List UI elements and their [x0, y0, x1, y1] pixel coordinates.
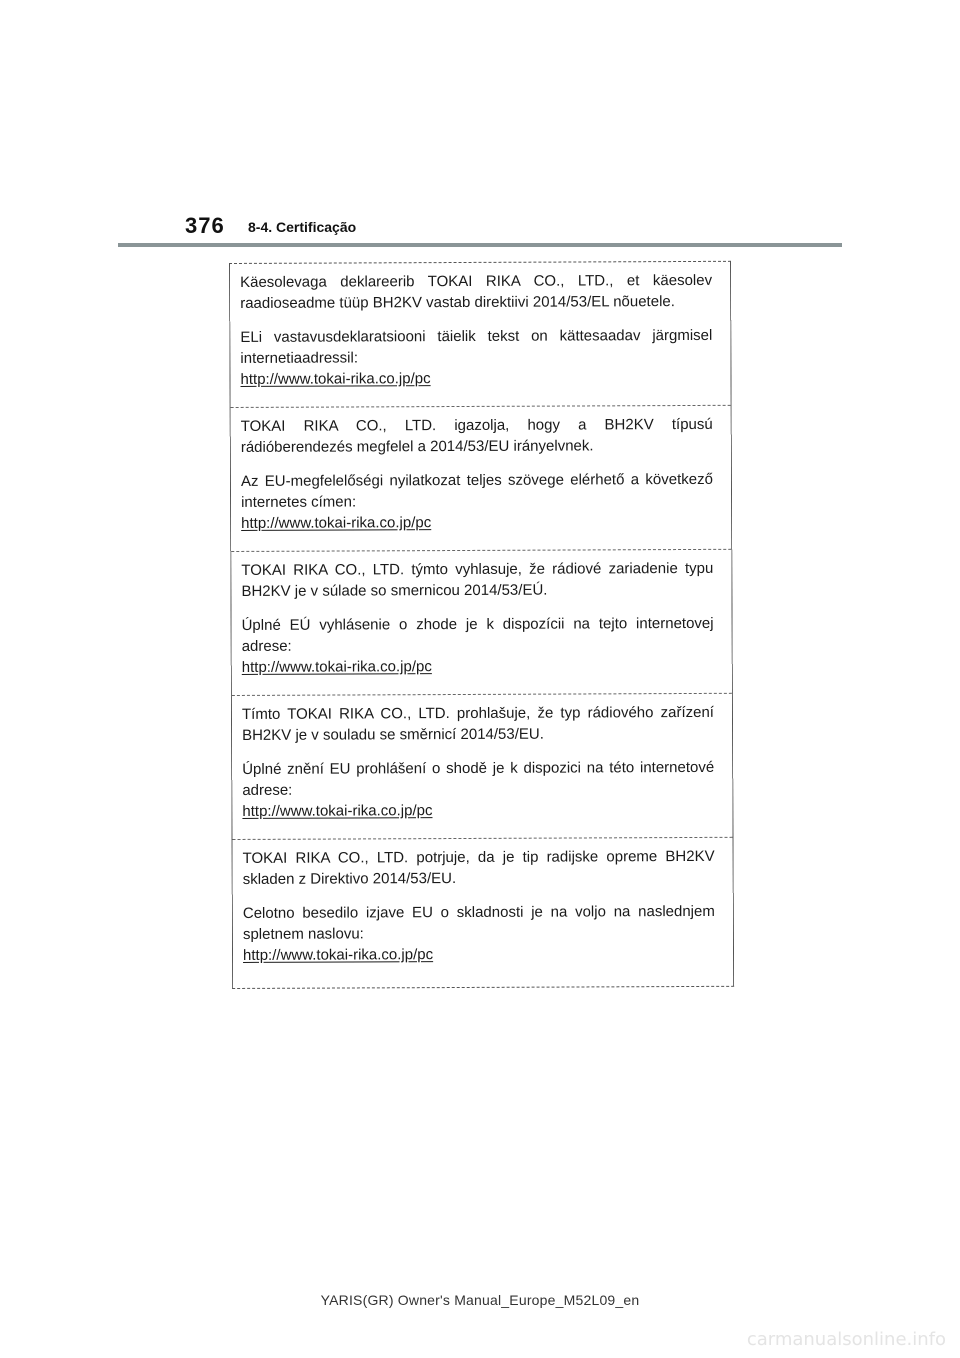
declaration-availability: Az EU-megfelelőségi nyilatkozat teljes szövege elérhető a következő internetes címen:	[240, 470, 713, 511]
declaration-estonian	[230, 262, 731, 408]
header-divider	[118, 243, 842, 247]
declaration-statement: TOKAI RIKA CO., LTD. týmto vyhlasuje, že rádiové zariadenie typu BH2KV je v súlade so smernicou 2014/53/EÚ.	[241, 559, 714, 600]
declarations-box	[229, 261, 734, 989]
declaration-slovak	[231, 550, 732, 696]
declaration-availability: Úplné znění EU prohlášení o shodě je k dispozici na této internetové adrese:	[242, 758, 715, 799]
declaration-slovenian	[233, 838, 734, 984]
declaration-url-link[interactable]: http://www.tokai-rika.co.jp/pc	[241, 658, 432, 676]
declaration-url-link[interactable]: http://www.tokai-rika.co.jp/pc	[241, 514, 432, 532]
declaration-hungarian	[231, 406, 732, 552]
declaration-statement: TOKAI RIKA CO., LTD. igazolja, hogy a BH2KV típusú rádióberendezés megfelel a 2014/53/EU irányelvnek.	[240, 415, 713, 456]
declaration-statement: Käesolevaga deklareerib TOKAI RIKA CO., LTD., et käesolev raadioseadme tüüp BH2KV vastab direktiivi 2014/53/EL nõuetele.	[240, 271, 713, 312]
declaration-url-link[interactable]: http://www.tokai-rika.co.jp/pc	[242, 946, 434, 964]
declaration-url-link[interactable]: http://www.tokai-rika.co.jp/pc	[242, 802, 433, 820]
declaration-czech	[232, 694, 733, 840]
manual-footer: YARIS(GR) Owner's Manual_Europe_M52L09_en	[320, 1292, 640, 1308]
declaration-statement: Tímto TOKAI RIKA CO., LTD. prohlašuje, že typ rádiového zařízení BH2KV je v souladu se směrnicí 2014/53/EU.	[241, 703, 715, 744]
declaration-url-link[interactable]: http://www.tokai-rika.co.jp/pc	[240, 370, 431, 388]
page-number: 376	[185, 213, 225, 238]
declaration-statement: TOKAI RIKA CO., LTD. potrjuje, da je tip radijske opreme BH2KV skladen z Direktivo 2014/53/EU.	[242, 847, 715, 888]
section-title: 8-4. Certificação	[248, 219, 357, 235]
watermark: carmanualsonline.info	[746, 1329, 946, 1350]
declaration-availability: ELi vastavusdeklaratsiooni täielik tekst on kättesaadav järgmisel internetiaadressil:	[240, 326, 713, 367]
declaration-availability: Úplné EÚ vyhlásenie o zhode je k dispozícii na tejto internetovej adrese:	[241, 614, 714, 655]
declaration-availability: Celotno besedilo izjave EU o skladnosti je na voljo na naslednjem spletnem naslovu:	[242, 902, 715, 943]
